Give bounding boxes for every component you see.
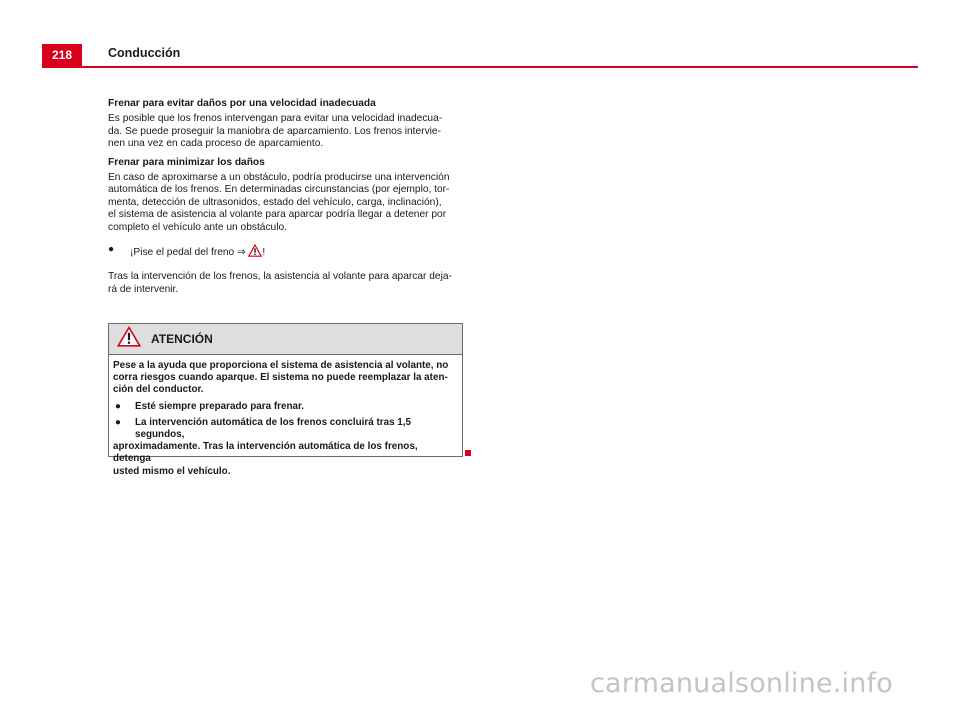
subheading-damage: Frenar para minimizar los daños <box>108 156 265 168</box>
text-line: ción del conductor. <box>113 384 204 396</box>
list-item <box>113 417 458 441</box>
bullet-dot: ● <box>115 400 121 412</box>
text-line: el sistema de asistencia al volante para aparcar podría llegar a detener por <box>108 209 447 221</box>
warning-triangle-icon[interactable] <box>248 244 262 261</box>
bullet-text: La intervención automática de los frenos concluirá tras 1,5 segundos, <box>135 416 412 441</box>
section-title: Conducción <box>108 46 181 60</box>
main-content <box>108 98 464 302</box>
paragraph-speed <box>108 113 464 150</box>
text-line: Tras la intervención de los frenos, la asistencia al volante para aparcar deja- <box>108 271 452 283</box>
text-line: En caso de aproximarse a un obstáculo, podría producirse una intervención <box>108 172 450 184</box>
warning-triangle-icon <box>117 326 141 352</box>
paragraph-after <box>108 271 464 296</box>
text-line: usted mismo el vehículo. <box>113 465 231 477</box>
text-line: da. Se puede proseguir la maniobra de aparcamiento. Los frenos intervie- <box>108 125 441 137</box>
text-line: automática de los frenos. En determinadas circunstancias (por ejemplo, tor- <box>108 184 450 196</box>
bullet-text: Esté siempre preparado para frenar. <box>135 400 305 412</box>
bullet-dot: ● <box>115 416 121 428</box>
bullet-text <box>130 244 265 261</box>
text-line: rá de intervenir. <box>108 283 179 295</box>
subheading-speed: Frenar para evitar daños por una velocidad inadecuada <box>108 98 376 109</box>
warning-body <box>109 355 462 478</box>
page-number: 218 <box>42 44 82 66</box>
warning-header <box>109 324 462 355</box>
text-line: completo el vehículo ante un obstáculo. <box>108 221 287 233</box>
text-line: nen una vez en cada proceso de aparcamiento. <box>108 138 324 150</box>
paragraph-damage <box>108 172 464 234</box>
bullet-end: ! <box>262 247 266 259</box>
text-line: Pese a la ayuda que proporciona el sistema de asistencia al volante, no <box>113 360 449 371</box>
list-item <box>113 401 458 413</box>
text-line: aproximadamente. Tras la intervención automática de los frenos, detenga <box>113 441 418 465</box>
header-rule <box>42 66 918 68</box>
page-header <box>42 44 918 68</box>
bullet-label: ¡Pise el pedal del freno ⇒ <box>130 247 246 259</box>
warning-paragraph <box>113 360 458 397</box>
watermark: carmanualsonline.info <box>590 668 893 699</box>
warning-continuation <box>113 441 458 478</box>
warning-title: ATENCIÓN <box>151 332 213 346</box>
warning-box <box>108 323 463 477</box>
text-line: menta, detección de ultrasonidos, estado del vehículo, carga, inclinación), <box>108 196 442 208</box>
section-end-marker <box>465 450 471 456</box>
list-item-brake <box>108 244 464 261</box>
text-line: corra riesgos cuando aparque. El sistema no puede reemplazar la aten- <box>113 372 448 384</box>
bullet-dot: ● <box>108 244 115 256</box>
text-line: Es posible que los frenos intervengan para evitar una velocidad inadecua- <box>108 113 443 125</box>
